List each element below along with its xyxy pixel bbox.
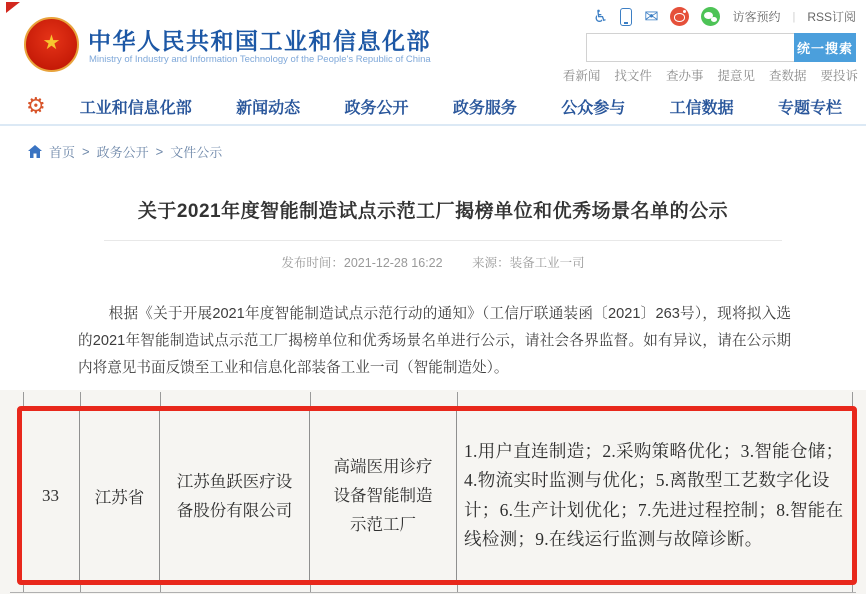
search-input[interactable] <box>586 33 794 62</box>
title-divider <box>104 240 782 241</box>
corner-mark <box>6 2 20 13</box>
row-index-cell: 33 <box>22 411 80 580</box>
nav-item-public[interactable]: 公众参与 <box>561 99 626 117</box>
wechat-icon[interactable] <box>701 7 720 26</box>
topbar <box>593 7 856 26</box>
unified-search-button[interactable]: 统一搜索 <box>794 33 856 62</box>
table-border-stub <box>852 392 853 407</box>
quick-link-data[interactable]: 查数据 <box>768 69 807 83</box>
scenes-cell: 1.用户直连制造；2.采购策略优化；3.智能仓储；4.物流实时监测与优化；5.离散型工艺数字化设计；6.生产计划优化；7.先进过程控制；8.智能在线检测；9.在线运行监测与故障诊断。 <box>464 440 844 549</box>
publish-time: 发布时间：2021-12-28 16:22 <box>281 256 443 270</box>
nav-item-special[interactable]: 专题专栏 <box>777 99 842 117</box>
rss-subscribe-link[interactable]: RSS订阅 <box>807 10 856 24</box>
mail-icon[interactable]: ✉ <box>644 7 659 26</box>
nav-item-gov-service[interactable]: 政务服务 <box>452 99 517 117</box>
quick-link-suggestions[interactable]: 提意见 <box>717 69 755 83</box>
article-source: 来源：装备工业一司 <box>472 256 585 270</box>
nav-item-news[interactable]: 新闻动态 <box>236 99 301 117</box>
site-subtitle: Ministry of Industry and Information Technology of the People's Republic of China <box>89 54 431 65</box>
article-meta <box>0 253 866 271</box>
nav-items <box>80 95 842 118</box>
home-icon[interactable] <box>28 145 42 158</box>
nav-item-miit[interactable]: 工业和信息化部 <box>79 99 192 117</box>
quick-links <box>563 66 858 84</box>
breadcrumb-gov-open[interactable]: 政务公开 <box>96 145 149 160</box>
visitor-appointment-link[interactable]: 访客预约 <box>732 10 781 24</box>
breadcrumb <box>28 142 222 161</box>
factory-cell: 高端医用诊疗设备智能制造示范工厂 <box>310 411 457 580</box>
company-cell: 江苏鱼跃医疗设备股份有限公司 <box>160 411 310 580</box>
breadcrumb-separator: > <box>155 144 164 159</box>
breadcrumb-separator: > <box>82 144 90 159</box>
nav-item-data[interactable]: 工信数据 <box>669 99 734 117</box>
table-border-stub <box>457 392 458 407</box>
quick-link-complaints[interactable]: 要投诉 <box>820 69 858 83</box>
national-emblem <box>24 17 79 72</box>
table-border-stub <box>160 392 161 407</box>
quick-link-news[interactable]: 看新闻 <box>562 69 601 83</box>
article-paragraph: 根据《关于开展2021年度智能制造试点示范行动的通知》（工信厅联通装函〔2021〕263号），现将拟入选的2021年智能制造试点示范工厂揭榜单位和优秀场景名单进行公示，请社会各界监督。如有异议，请在公示期内将意见书面反馈至工业和信息化部装备工业一司（智能制造处）。 <box>78 306 791 376</box>
table-border-stub <box>23 392 24 407</box>
accessibility-icon[interactable]: ♿ <box>592 7 609 26</box>
site-title: 中华人民共和国工业和信息化部 <box>88 28 431 54</box>
table-border-stub <box>310 392 311 407</box>
weibo-icon[interactable] <box>670 7 689 26</box>
breadcrumb-home[interactable]: 首页 <box>49 145 76 160</box>
highlighted-table-row <box>17 406 857 585</box>
topbar-separator: | <box>792 10 796 23</box>
quick-link-files[interactable]: 找文件 <box>614 69 652 83</box>
main-nav <box>0 88 866 126</box>
province-cell: 江苏省 <box>80 411 160 580</box>
quick-link-services[interactable]: 查办事 <box>665 69 704 83</box>
miit-gear-logo-icon[interactable]: ⚙ <box>26 93 46 118</box>
table-border-stub <box>10 592 856 593</box>
search-bar <box>586 33 856 62</box>
nav-item-gov-open[interactable]: 政务公开 <box>344 99 409 117</box>
mobile-icon[interactable] <box>620 8 632 26</box>
breadcrumb-current: 文件公示 <box>170 145 223 160</box>
page-title: 关于2021年度智能制造试点示范工厂揭榜单位和优秀场景名单的公示 <box>137 201 729 222</box>
table-border-stub <box>80 392 81 407</box>
emblem-star-icon: ★ <box>42 31 61 54</box>
